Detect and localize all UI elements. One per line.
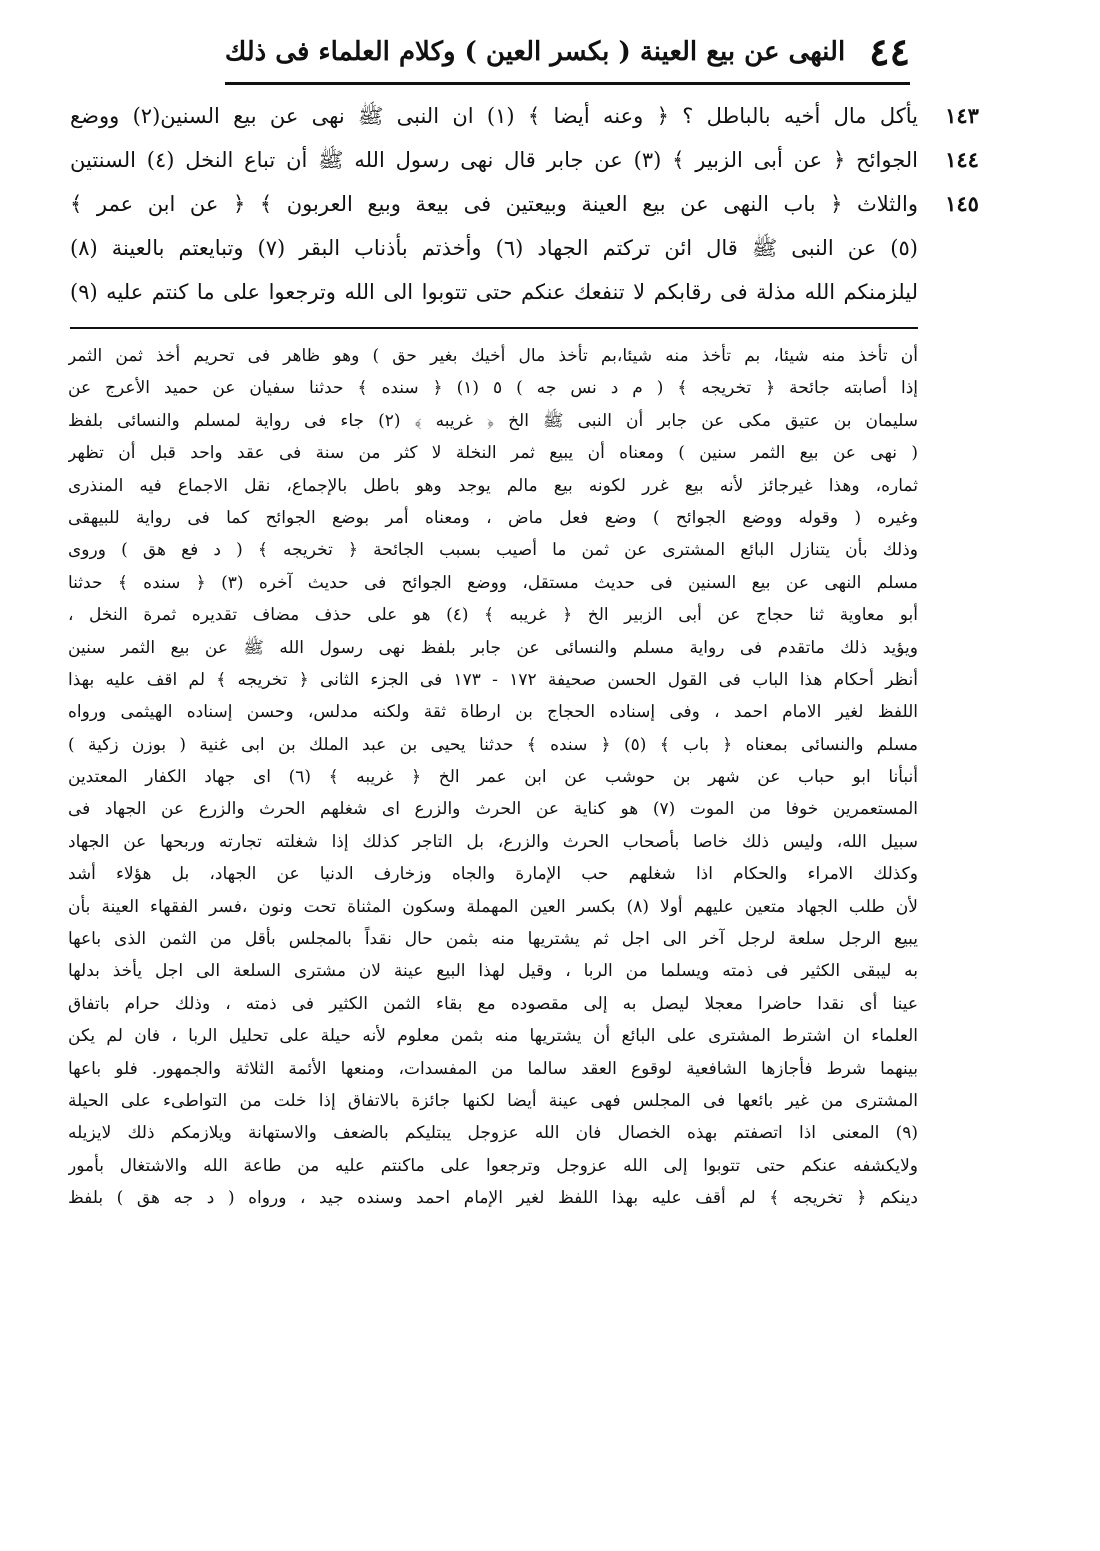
commentary-line: أنبأنا ابو حباب عن شهر بن حوشب عن ابن عمر الخ ﴿ غريبه ﴾ (٦) اى جهاد الكفار المعتدين — [68, 767, 918, 788]
running-title: النهى عن بيع العينة ( بكسر العين ) وكلام العلماء فى ذلك — [224, 37, 846, 67]
commentary-line: اللفظ لغير الامام احمد ، وفى إسناده الحجاج بن ارطاة ثقة ولكنه مدلس، وحسن إسناده الهيثمى ورواه — [68, 702, 918, 723]
commentary-line: عينا أى نقدا حاضرا معجلا ليصل به إلى مقصوده مع بقاء الثمن الكثير فى ذمته ، وذلك حرام باتفاق — [68, 993, 918, 1014]
page-header — [224, 22, 910, 82]
hadith-line: يأكل مال أخيه بالباطل ؟ ﴿ وعنه أيضا ﴾ (١) ان النبى ﷺ نهى عن بيع السنين(٢) ووضع — [70, 104, 918, 128]
section-divider — [70, 327, 918, 329]
hadith-number-column — [932, 94, 992, 226]
commentary-line: لأن طلب الجهاد متعين عليهم أولا (٨) بكسر العين المهملة وسكون المثناة تحت ونون ،فسر الفقهاء العينة بأن — [68, 896, 918, 917]
commentary-line: به ليبقى الكثير فى ذمته ويسلما من الربا ، وقيل لهذا البيع عينة لان مشترى السلعة الى اجل يأخذ بدلها — [68, 961, 918, 982]
hadith-number: ١٤٤ — [945, 147, 979, 172]
commentary-line: مسلم والنسائى بمعناه ﴿ باب ﴾ (٥) ﴿ سنده ﴾ حدثنا يحيى بن عبد الملك بن ابى غنية ( بوزن زكية ) — [68, 734, 918, 755]
commentary-line: ثماره، وهذا غيرجائز لأنه بيع غرر لكونه بيع مالم يوجد وهو باطل بالإجماع، نقل الاجماع فيه المنذرى — [68, 475, 918, 496]
commentary-line: المستعمرين خوفا من الموت (٧) هو كناية عن الحرث والزرع اى شغلهم الحرث والزرع عن الجهاد فى — [68, 799, 918, 820]
commentary-line: وغيره ( وقوله ووضع الجوائح ) وضع فعل ماض ، ومعناه أمر بوضع الجوائح كما فى رواية للبيهقى — [68, 507, 918, 528]
hadith-text — [70, 94, 918, 314]
hadith-line: (٥) عن النبى ﷺ قال ائن تركتم الجهاد (٦) وأخذتم بأذناب البقر (٧) وتبايعتم بالعينة (٨) — [70, 236, 918, 260]
hadith-line: الجوائح ﴿ عن أبى الزبير ﴾ (٣) عن جابر قال نهى رسول الله ﷺ أن تباع النخل (٤) السنتين — [70, 148, 918, 172]
commentary-line: وذلك بأن يتنازل البائع المشترى عن ثمن ما أصيب بسبب الجائحة ﴿ تخريجه ﴾ ( د فع هق ) وروى — [68, 540, 918, 561]
hadith-number: ١٤٣ — [945, 103, 979, 128]
header-rule — [225, 82, 910, 85]
commentary-line: بينهما شرط فأجازها الشافعية لوقوع العقد سالما من المفسدات، ومنعها الأئمة الثلاثة والجمهور. فلو باعها — [68, 1058, 918, 1079]
commentary-line: أن تأخذ منه شيئا، بم تأخذ منه شيئا،بم تأخذ مال أخيك بغير حق ) وهو ظاهر فى تحريم أخذ ثمن الثمر — [68, 346, 918, 366]
commentary-line: ويؤيد ذلك ماتقدم فى رواية مسلم والنسائى عن جابر بلفظ نهى رسول الله ﷺ عن بيع الثمر سنين — [68, 637, 918, 658]
commentary-line: سبيل الله، وليس ذلك خاصا بأصحاب الحرث والزرع، بل التاجر كذلك إذا شغلته تجارته وربحها عن الجهاد — [68, 831, 918, 852]
hadith-number: ١٤٥ — [945, 191, 979, 216]
commentary-line: العلماء ان اشترط المشترى على البائع أن يشتريها منه بثمن معلوم لأنه حيلة على تحليل الربا ، فان لم يكن — [68, 1026, 918, 1047]
commentary-line: المشترى من غير بائعها فى المجلس فهى عينة أيضا لكنها جائزة بالاتفاق إذا خلت من التواطىء على الحيلة — [68, 1090, 918, 1111]
hadith-line: ليلزمنكم الله مذلة فى رقابكم لا تنفعك عنكم حتى تتوبوا الى الله وترجعوا على ما كنتم عليه (٩) — [70, 280, 918, 304]
commentary-line: سليمان بن عتيق مكى عن جابر أن النبى ﷺ الخ ﴿ غريبه ﴾ (٢) جاء فى رواية لمسلم والنسائى بلفظ — [68, 410, 918, 431]
commentary-line: يبيع الرجل سلعة لرجل آخر الى اجل ثم يشتريها منه بثمن حال نقداً بالمجلس بأقل من الثمن الذى باعها — [68, 929, 918, 950]
commentary-line: أنظر أحكام هذا الباب فى القول الحسن صحيفة ١٧٢ - ١٧٣ فى الجزء الثانى ﴿ تخريجه ﴾ لم اقف عليه بهذا — [68, 669, 918, 690]
commentary-line: (٩) المعنى اذا اتصفتم بهذه الخصال فان الله عزوجل يبتليكم بالضعف والاستهانة ويلازمكم ذلك لايزيله — [68, 1123, 918, 1144]
commentary-text — [68, 340, 918, 1215]
commentary-line: أبو معاوية ثنا حجاج عن أبى الزبير الخ ﴿ غريبه ﴾ (٤) هو على حذف مضاف تقديره ثمرة النخل ، — [68, 605, 918, 626]
page-number: ٤٤ — [869, 29, 910, 74]
commentary-line: مسلم النهى عن بيع السنين فى حديث مستقل، ووضع الجوائح فى حديث آخره (٣) ﴿ سنده ﴾ حدثنا — [68, 572, 918, 593]
commentary-line: وكذلك الامراء والحكام اذا شغلهم حب الإمارة والجاه وزخارف الدنيا عن الجهاد، بل هؤلاء أشد — [68, 864, 918, 885]
commentary-line: ولايكشفه عنكم حتى تتوبوا إلى الله عزوجل وترجعوا على ماكنتم عليه من طاعة الله والاشتغال بأمور — [68, 1155, 918, 1176]
commentary-line: إذا أصابته جائحة ﴿ تخريجه ﴾ ( م د نس جه ) ٥ (١) ﴿ سنده ﴾ حدثنا سفيان عن حميد الأعرج عن — [68, 378, 918, 399]
hadith-line: والثلاث ﴿ باب النهى عن بيع العينة وبيعتين فى بيعة وبيع العربون ﴾ ﴿ عن ابن عمر ﴾ — [70, 192, 918, 216]
commentary-line: دينكم ﴿ تخريجه ﴾ لم أقف عليه بهذا اللفظ لغير الإمام احمد وسنده جيد ، ورواه ( د جه هق ) بلفظ — [68, 1188, 918, 1209]
commentary-line: ( نهى عن بيع الثمر سنين ) ومعناه أن يبيع ثمر النخلة لا كثر من سنة فى عقد واحد قبل أن تظهر — [68, 443, 918, 464]
